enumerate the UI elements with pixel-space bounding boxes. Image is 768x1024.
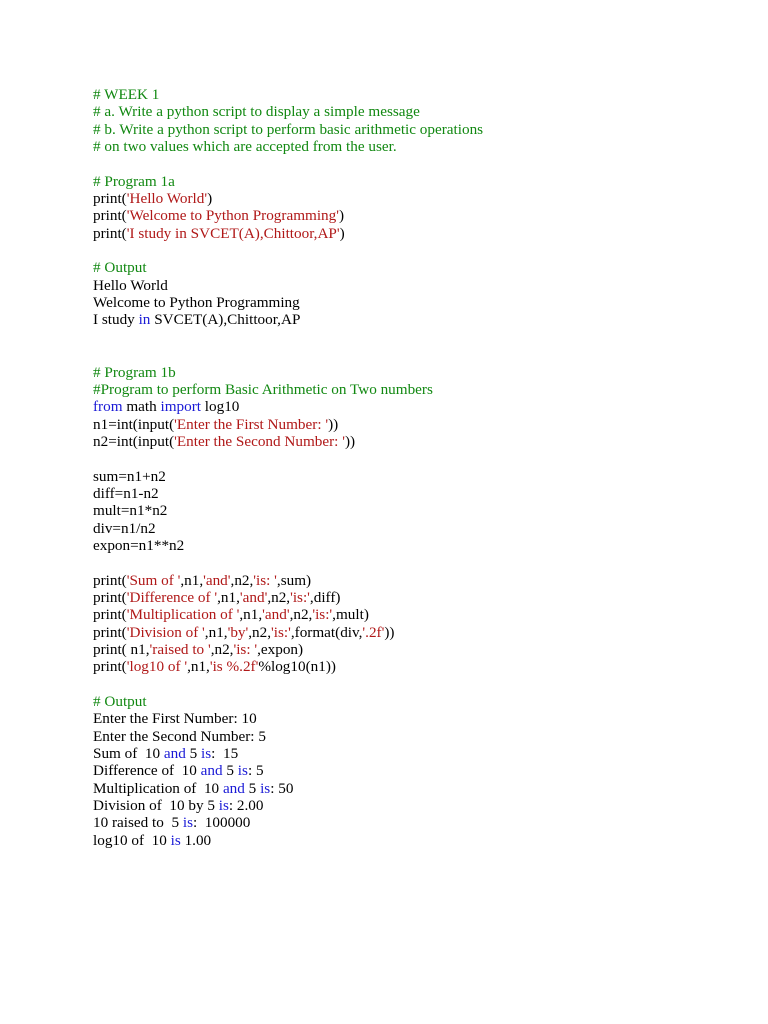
output-line-log: log10 of 10 is 1.00 [93,831,212,849]
output-line-welcome: Welcome to Python Programming [93,294,300,312]
code-line-input-n1: n1=int(input('Enter the First Number: ')) [93,415,339,433]
task-a-comment: # a. Write a python script to display a simple message [93,103,420,121]
code-line-print-div: print('Division of ',n1,'by',n2,'is:',format(div,'.2f')) [93,623,395,641]
document-body [93,86,733,849]
output-1a-heading: # Output [93,259,147,277]
code-line-print-log: print('log10 of ',n1,'is %.2f'%log10(n1)) [93,658,336,676]
spacer [93,554,733,571]
spacer [93,450,733,467]
code-line-print-diff: print('Difference of ',n1,'and',n2,'is:',diff) [93,588,341,606]
code-line-print-mult: print('Multiplication of ',n1,'and',n2,'is:',mult) [93,606,369,624]
code-line-mult: mult=n1*n2 [93,502,168,520]
code-line-import: from math import log10 [93,398,240,416]
code-line-print-sum: print('Sum of ',n1,'and',n2,'is: ',sum) [93,571,312,589]
output-1b-heading: # Output [93,693,147,711]
code-line-expon: expon=n1**n2 [93,536,185,554]
spacer [93,242,733,259]
code-line-input-n2: n2=int(input('Enter the Second Number: ')) [93,432,356,450]
program-1b-description: #Program to perform Basic Arithmetic on Two numbers [93,380,433,398]
code-line-sum: sum=n1+n2 [93,467,166,485]
week-header: # WEEK 1 [93,86,160,103]
program-1b-heading: # Program 1b [93,363,176,381]
code-line-div: div=n1/n2 [93,519,156,537]
task-b-comment: # b. Write a python script to perform basic arithmetic operations [93,120,484,138]
output-line-sum: Sum of 10 and 5 is: 15 [93,745,239,763]
code-line-diff: diff=n1-n2 [93,484,159,502]
code-line-print-hello: print('Hello World') [93,190,213,208]
output-line-div: Division of 10 by 5 is: 2.00 [93,797,264,815]
code-line-print-study: print('I study in SVCET(A),Chittoor,AP') [93,224,345,242]
output-line-study: I study in SVCET(A),Chittoor,AP [93,311,301,329]
output-line-pow: 10 raised to 5 is: 100000 [93,814,251,832]
output-line-enter-first: Enter the First Number: 10 [93,710,257,728]
code-line-print-welcome: print('Welcome to Python Programming') [93,207,345,225]
program-1a-heading: # Program 1a [93,172,175,190]
spacer [93,676,733,693]
spacer [93,155,733,172]
code-line-print-pow: print( n1,'raised to ',n2,'is: ',expon) [93,641,304,658]
output-line-mult: Multiplication of 10 and 5 is: 50 [93,779,294,797]
spacer [93,329,733,364]
output-line-diff: Difference of 10 and 5 is: 5 [93,762,264,780]
task-b-continuation-comment: # on two values which are accepted from the user. [93,138,397,156]
output-line-hello: Hello World [93,276,168,294]
output-line-enter-second: Enter the Second Number: 5 [93,727,266,745]
